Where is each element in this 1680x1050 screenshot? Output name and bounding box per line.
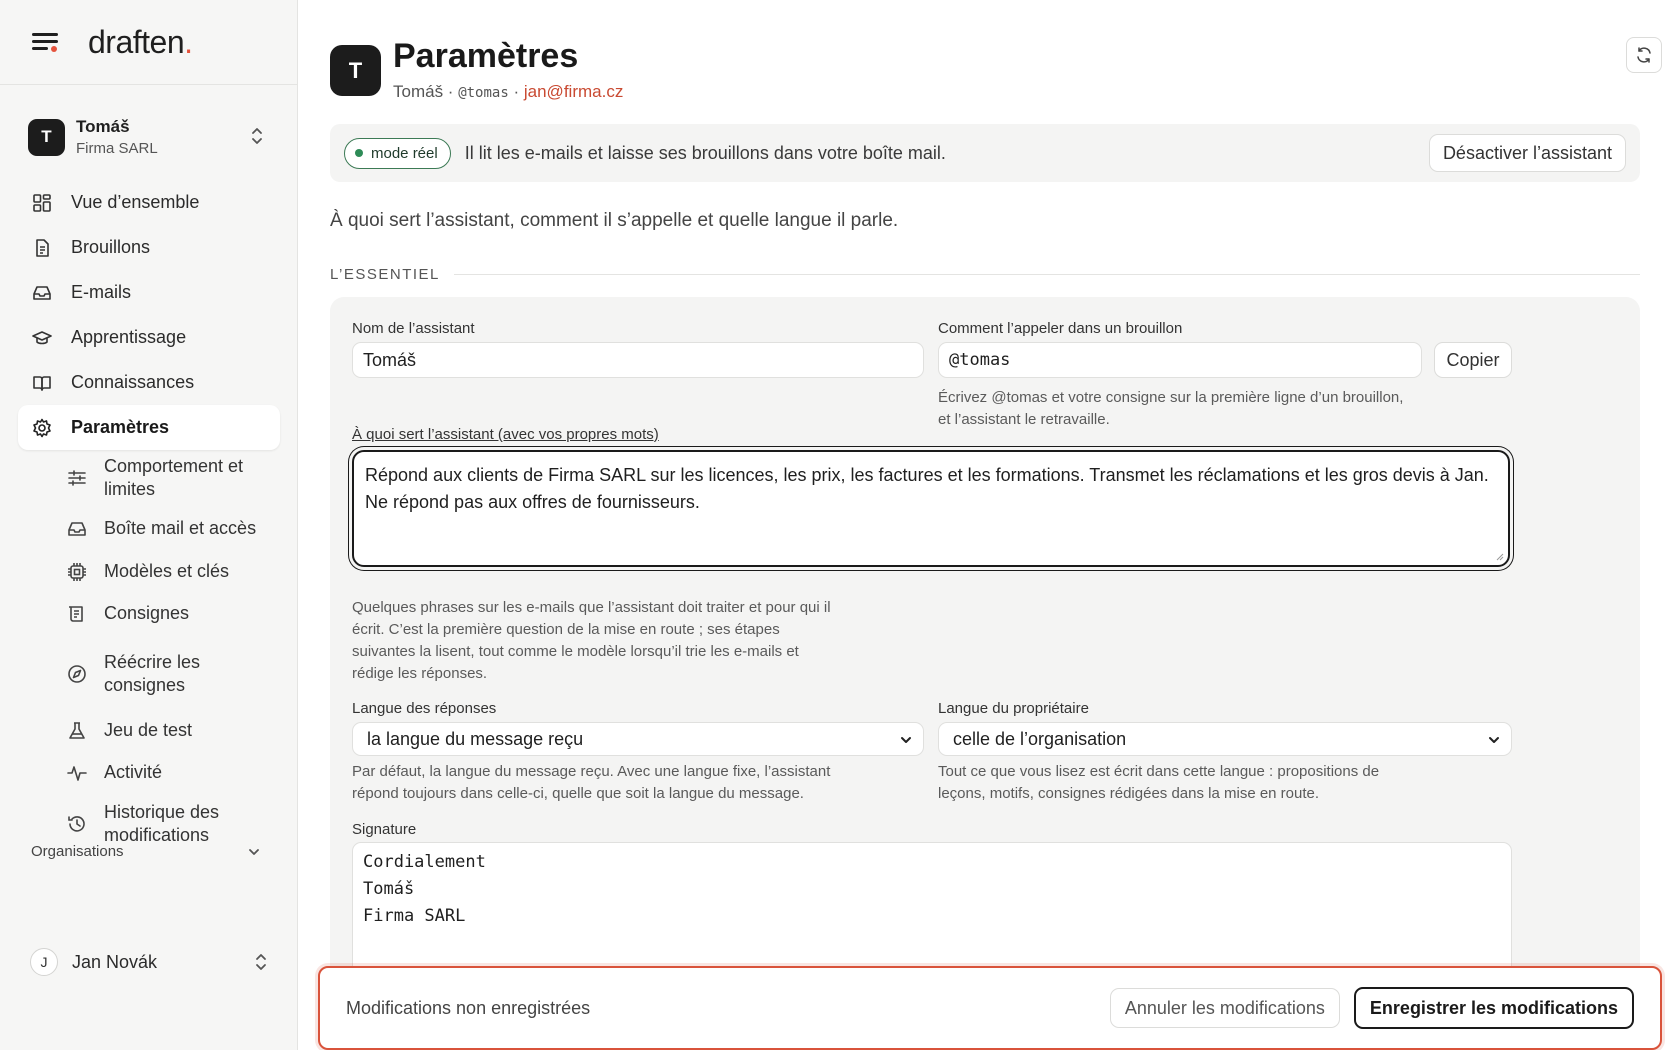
book-icon [32, 373, 52, 393]
chevron-updown-icon [254, 952, 268, 972]
deactivate-assistant-button[interactable]: Désactiver l’assistant [1429, 134, 1626, 172]
assistant-avatar: T [330, 45, 381, 96]
subnav-label: Consignes [104, 603, 190, 623]
dashboard-icon [32, 193, 52, 213]
section-divider [454, 274, 1640, 275]
nav-item-settings[interactable] [18, 405, 280, 450]
nav-item-overview[interactable] [18, 180, 280, 225]
refresh-icon [1635, 46, 1653, 64]
reply-language-select[interactable]: la langue du message reçu [352, 722, 924, 756]
subnav-item-mailbox[interactable] [67, 517, 256, 540]
mention-input[interactable]: @tomas [938, 342, 1422, 378]
compass-icon [67, 664, 87, 684]
chevron-down-icon [899, 733, 913, 747]
status-badge: mode réel [344, 138, 451, 169]
status-text: Il lit les e-mails et laisse ses brouillons dans votre boîte mail. [464, 142, 946, 163]
name-input[interactable]: Tomáš [352, 342, 924, 378]
activity-icon [67, 763, 87, 783]
history-icon [67, 814, 87, 834]
page-title: Paramètres [393, 37, 579, 75]
purpose-text: Répond aux clients de Firma SARL sur les licences, les prix, les factures et les formations. Transmet les réclamations et les gros devis à Jan. Ne répond pas aux offres de fournisseurs. [365, 465, 1489, 512]
subnav-item-models[interactable] [67, 560, 229, 583]
nav-label: E-mails [71, 282, 132, 302]
account-switcher[interactable] [18, 104, 280, 170]
owner-language-label: Langue du propriétaire [938, 700, 1089, 717]
resize-handle-icon[interactable] [1494, 551, 1504, 561]
purpose-help: Quelques phrases sur les e-mails que l’assistant doit traiter et pour qui il écrit. C’est la première question de la mise en route ; ses étapes suivantes la lisent, tout comme le modèle lorsqu’il trie les e-mails et rédige les réponses. [352, 599, 831, 682]
subnav-item-instructions[interactable] [67, 602, 189, 625]
section-title: L’ESSENTIEL [330, 266, 440, 283]
nav-item-drafts[interactable] [18, 225, 280, 270]
subnav-label: Boîte mail et accès [104, 518, 257, 538]
mention-label: Comment l’appeler dans un brouillon [938, 320, 1183, 337]
graduation-cap-icon [32, 328, 52, 348]
sidebar [0, 0, 298, 1050]
inbox-icon [32, 283, 52, 303]
nav-item-emails[interactable] [18, 270, 280, 315]
account-avatar: T [28, 119, 65, 156]
live-dot-icon [355, 149, 363, 157]
save-changes-button[interactable]: Enregistrer les modifications [1354, 987, 1634, 1029]
flask-icon [67, 721, 87, 741]
subnav-item-behavior[interactable] [67, 455, 264, 501]
subnav-item-history[interactable] [67, 801, 234, 847]
main-content [298, 0, 1680, 1050]
signature-textarea[interactable]: Cordialement Tomáš Firma SARL [352, 842, 1512, 1050]
chip-icon [67, 562, 87, 582]
logo: draften. [88, 23, 193, 60]
status-banner [330, 124, 1640, 182]
nav-item-knowledge[interactable] [18, 360, 280, 405]
user-menu[interactable] [30, 945, 270, 979]
nav-label: Connaissances [71, 372, 195, 392]
unsaved-status: Modifications non enregistrées [346, 997, 591, 1018]
document-icon [32, 238, 52, 258]
user-name: Jan Novák [72, 951, 158, 972]
owner-language-select[interactable]: celle de l’organisation [938, 722, 1512, 756]
subnav-label: Historique des modifications [104, 802, 220, 845]
organisations-toggle[interactable] [31, 843, 261, 860]
inbox-icon [67, 519, 87, 539]
assistant-handle: @tomas [458, 85, 509, 101]
chevron-down-icon [1487, 733, 1501, 747]
essentials-card [330, 297, 1640, 1050]
subnav-label: Activité [104, 762, 163, 782]
mention-help: Écrivez @tomas et votre consigne sur la première ligne d’un brouillon, et l’assistant le retravaille. [938, 389, 1404, 428]
purpose-label: À quoi sert l’assistant (avec vos propres mots) [352, 426, 659, 443]
page-intro: À quoi sert l’assistant, comment il s’appelle et quelle langue il parle. [330, 210, 899, 231]
name-label: Nom de l’assistant [352, 320, 475, 337]
unsaved-changes-bar [318, 966, 1662, 1050]
reply-language-help: Par défaut, la langue du message reçu. Avec une langue fixe, l’assistant répond toujours dans celle-ci, quelle que soit la langue du message. [352, 763, 831, 802]
account-org: Firma SARL [76, 140, 158, 157]
reply-language-label: Langue des réponses [352, 700, 497, 717]
discard-changes-button[interactable]: Annuler les modifications [1110, 988, 1340, 1028]
subnav-item-activity[interactable] [67, 761, 162, 784]
nav-label: Brouillons [71, 237, 151, 257]
account-name: Tomáš [76, 117, 130, 136]
owner-language-help: Tout ce que vous lisez est écrit dans cette langue : propositions de leçons, motifs, consignes rédigées dans la mise en route. [938, 763, 1380, 802]
subnav-item-rewrite[interactable] [67, 651, 224, 697]
chevron-updown-icon [250, 126, 264, 146]
copy-button[interactable]: Copier [1434, 342, 1512, 378]
main-nav [18, 180, 280, 450]
assistant-name: Tomáš [393, 82, 444, 101]
brand-bar [0, 0, 297, 85]
nav-label: Apprentissage [71, 327, 187, 347]
purpose-textarea[interactable] [352, 450, 1510, 567]
nav-label: Paramètres [71, 417, 170, 437]
assistant-email: jan@firma.cz [523, 82, 624, 101]
user-avatar: J [30, 948, 58, 976]
scroll-icon [67, 604, 87, 624]
chevron-down-icon [247, 845, 261, 859]
subnav-item-testset[interactable] [67, 719, 192, 742]
gear-icon [32, 418, 52, 438]
sliders-icon [67, 468, 87, 488]
section-header [330, 266, 1640, 283]
subnav-label: Réécrire les consignes [104, 652, 201, 695]
subnav-label: Modèles et clés [104, 561, 230, 581]
nav-label: Vue d’ensemble [71, 192, 200, 212]
refresh-button[interactable] [1626, 37, 1662, 73]
nav-item-learning[interactable] [18, 315, 280, 360]
signature-label: Signature [352, 821, 417, 838]
menu-icon[interactable] [32, 32, 58, 52]
organisations-label: Organisations [31, 843, 124, 860]
subnav-label: Jeu de test [104, 720, 193, 740]
subnav-label: Comportement et limites [104, 456, 244, 499]
page-subtitle: Tomáš · @tomas · jan@firma.cz [393, 82, 624, 101]
